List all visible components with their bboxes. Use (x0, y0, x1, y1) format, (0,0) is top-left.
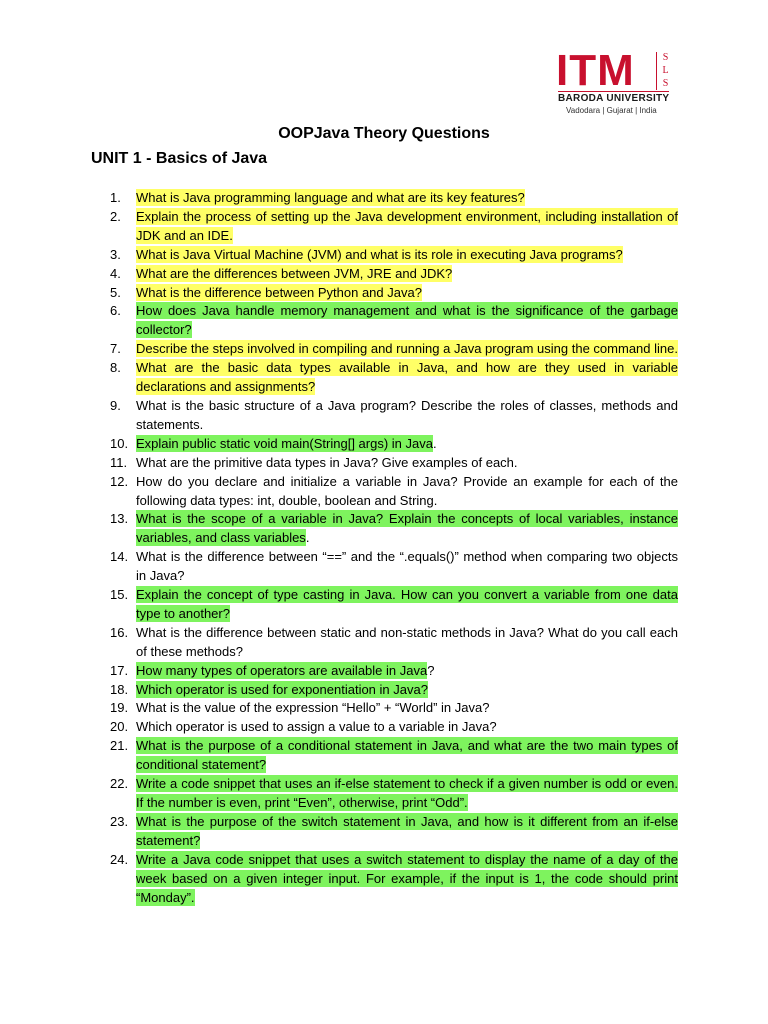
plain-text: What is the value of the expression “Hello” + “World” in Java? (136, 700, 490, 716)
question-number: 9. (110, 397, 121, 413)
plain-text: . (432, 435, 437, 451)
highlighted-text: What is Java programming language and what are its key features? (136, 190, 525, 205)
question-text (136, 189, 678, 208)
highlighted-text: Explain public static void main(String[] args) in Java (136, 435, 433, 451)
question-number: 21. (110, 738, 129, 754)
question-item (110, 189, 678, 208)
question-item (110, 397, 678, 435)
question-item (110, 586, 678, 624)
question-number: 12. (110, 473, 129, 489)
plain-text: . (305, 530, 310, 546)
plain-text: Which operator is used to assign a value to a variable in Java? (136, 719, 497, 735)
question-text (136, 510, 678, 548)
question-text (136, 586, 678, 624)
logo-itm-text: ITM (556, 46, 635, 95)
question-text (136, 473, 678, 511)
question-number: 23. (110, 813, 129, 829)
university-logo (556, 46, 676, 116)
question-text (136, 662, 678, 681)
question-list (110, 189, 678, 907)
question-number: 15. (110, 587, 129, 603)
question-text (136, 737, 678, 775)
highlighted-text: What are the differences between JVM, JRE and JDK? (136, 265, 453, 281)
question-number: 6. (110, 303, 121, 319)
question-item (110, 699, 678, 718)
highlighted-text: Which operator is used for exponentiation in Java? (136, 681, 428, 697)
question-item (110, 284, 678, 303)
question-item (110, 681, 678, 700)
highlighted-text: How does Java handle memory management and what is the significance of the garbage collector? (136, 303, 678, 338)
highlighted-text: How many types of operators are available in Java (136, 662, 428, 678)
question-item (110, 813, 678, 851)
logo-sls-letter: S (662, 78, 669, 89)
plain-text: ? (427, 662, 435, 678)
question-item (110, 737, 678, 775)
question-item (110, 718, 678, 737)
question-number: 8. (110, 360, 121, 376)
question-item (110, 775, 678, 813)
highlighted-text: What is the difference between Python and Java? (136, 284, 422, 300)
question-text (136, 624, 678, 662)
logo-sls-letter: S (662, 52, 669, 63)
question-text (136, 813, 678, 851)
question-text (136, 454, 678, 473)
plain-text: How do you declare and initialize a variable in Java? Provide an example for each of the following data types: int, double, boolean and String. (136, 473, 678, 508)
question-item (110, 454, 678, 473)
question-item (110, 208, 678, 246)
question-number: 4. (110, 265, 121, 281)
highlighted-text: What is the purpose of the switch statement in Java, and how is it different from an if-else statement? (136, 813, 678, 848)
highlighted-text: What is the purpose of a conditional statement in Java, and what are the two main types of conditional statement? (136, 738, 678, 773)
question-number: 5. (110, 284, 121, 300)
document-title: OOPJava Theory Questions (278, 125, 490, 142)
question-number: 14. (110, 549, 129, 565)
question-text (136, 208, 678, 246)
plain-text: What is the difference between “==” and the “.equals()” method when comparing two objects in Java? (136, 549, 678, 584)
question-number: 11. (110, 454, 128, 470)
question-number: 3. (110, 246, 121, 262)
plain-text: What is the difference between static and non-static methods in Java? What do you call each of these methods? (136, 624, 678, 659)
question-number: 24. (110, 851, 129, 867)
logo-location: Vadodara | Gujarat | India (566, 106, 657, 115)
question-text (136, 359, 678, 397)
plain-text: What are the primitive data types in Java? Give examples of each. (136, 454, 518, 470)
question-number: 17. (110, 662, 129, 678)
question-number: 10. (110, 435, 129, 451)
question-item (110, 662, 678, 681)
highlighted-text: Write a code snippet that uses an if-else statement to check if a given number is odd or even. If the number is even, print “Even”, otherwise, print “Odd”. (136, 776, 678, 810)
question-number: 1. (110, 190, 121, 205)
question-number: 2. (110, 208, 121, 224)
highlighted-text: Explain the process of setting up the Java development environment, including installation of JDK and an IDE. (136, 208, 678, 243)
highlighted-text: Explain the concept of type casting in Java. How can you convert a variable from one data type to another? (136, 587, 678, 621)
question-text (136, 302, 678, 340)
question-item (110, 624, 678, 662)
question-number: 22. (110, 776, 129, 792)
question-item (110, 340, 678, 359)
highlighted-text: What is Java Virtual Machine (JVM) and what is its role in executing Java programs? (136, 246, 623, 262)
logo-university-name: BARODA UNIVERSITY (558, 93, 670, 104)
question-text (136, 718, 678, 737)
question-text (136, 851, 678, 908)
question-text (136, 775, 678, 813)
question-number: 19. (110, 700, 129, 716)
plain-text: What is the basic structure of a Java program? Describe the roles of classes, methods and statements. (136, 397, 678, 432)
question-number: 7. (110, 341, 121, 357)
question-item (110, 359, 678, 397)
unit-heading: UNIT 1 - Basics of Java (91, 150, 268, 167)
question-number: 13. (110, 511, 129, 527)
question-text (136, 397, 678, 435)
highlighted-text: Write a Java code snippet that uses a switch statement to display the name of a day of the week based on a given integer input. For example, if the input is 1, the code should print “Monday”. (136, 851, 678, 905)
question-item (110, 435, 678, 454)
question-number: 20. (110, 719, 129, 735)
highlighted-text: What is the scope of a variable in Java? Explain the concepts of local variables, instance variables, and class variables (136, 511, 678, 546)
question-text (136, 284, 678, 303)
question-item (110, 473, 678, 511)
question-text (136, 340, 678, 359)
question-text (136, 435, 678, 454)
question-text (136, 265, 678, 284)
question-item (110, 548, 678, 586)
question-item (110, 510, 678, 548)
highlighted-text: Describe the steps involved in compiling and running a Java program using the command line. (136, 341, 678, 357)
question-text (136, 548, 678, 586)
question-number: 18. (110, 681, 129, 697)
question-text (136, 699, 678, 718)
question-item (110, 265, 678, 284)
question-item (110, 851, 678, 908)
logo-sls-letter: L (662, 65, 669, 76)
highlighted-text: What are the basic data types available in Java, and how are they used in variable declarations and assignments? (136, 360, 678, 395)
question-number: 16. (110, 624, 129, 640)
logo-sls-mark (656, 52, 674, 90)
question-item (110, 246, 678, 265)
question-text (136, 681, 678, 700)
question-item (110, 302, 678, 340)
question-text (136, 246, 678, 265)
